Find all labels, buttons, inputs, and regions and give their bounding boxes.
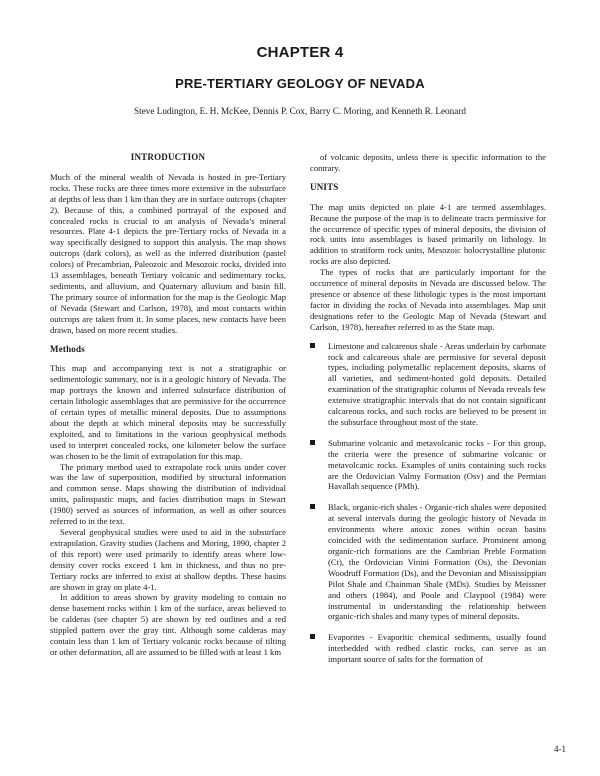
methods-paragraph-1: This map and accompanying text is not a stratigraphic or sedimentologic summary, nor is it a geologic history of Nevada. The map portrays the known and inferred subsurface distribution of certain lithologic assemblages that are permissive for the occurrence of certain types of metallic mineral deposits. Due to assumptions about the depth at which mineral deposits may be successfully exploited, and to limitations in the various geophysical methods used to interpret concealed rocks, one kilometer below the surface was chosen to be the limit of extrapolation for this map.	[50, 363, 286, 461]
methods-heading: Methods	[50, 343, 85, 354]
units-paragraph-1: The map units depicted on plate 4-1 are termed assemblages. Because the purpose of the map is to delineate tracts permissive for the occurrence of specific types of mineral deposits, the division of rock units into assemblages is based primarily on lithology. In addition to stratiform rock units, Mesozoic holocrystalline plutonic rocks are also depicted.	[310, 201, 546, 267]
bullet-item	[310, 341, 546, 428]
bullet-item	[310, 632, 546, 665]
chapter-label: CHAPTER 4	[256, 44, 344, 61]
authors-line: Steve Ludington, E. H. McKee, Dennis P. Cox, Barry C. Moring, and Kenneth R. Leonard	[134, 106, 466, 116]
methods-paragraph-3: Several geophysical studies were used to aid in the subsurface extrapolation. Gravity studies (Jachens and Moring, 1990, chapter 2 of this report) were used primarily to identify areas where low-density cover rocks exceed 1 km in thickness, and thus no pre-Tertiary rocks are inferred to exist at shallow depths. These basins are shown in gray on plate 4-1.	[50, 527, 286, 592]
bullet-text: Evaporites - Evaporitic chemical sediments, usually found interbedded with redbed clastic rocks, can serve as an important source of salts for the formation of	[328, 632, 546, 665]
units-heading: UNITS	[310, 181, 339, 192]
bullet-item	[310, 502, 546, 622]
square-bullet-icon	[310, 504, 315, 509]
chapter-title: PRE-TERTIARY GEOLOGY OF NEVADA	[175, 76, 425, 91]
bullet-text: Limestone and calcareous shale - Areas underlain by carbonate rock and calcareous shale are permissive for several deposit types, including polymetallic replacement deposits, skarns of all varieties, and sediment-hosted gold deposits. Detailed examination of the stratigraphic column of Nevada reveals few extensive stratigraphic intervals that do not contain significant calcareous rocks, and such rocks are believed to be present in the subsurface throughout most of the state.	[328, 340, 546, 427]
introduction-paragraph: Much of the mineral wealth of Nevada is hosted in pre-Tertiary rocks. These rocks are three times more extensive in the subsurface at depths of less than 1 km than they are in surface outcrops (chapter 2). Because of this, a combined portrayal of the exposed and concealed rocks is crucial to an analysis of Nevada’s mineral resources. Plate 4-1 depicts the pre-Tertiary rocks of Nevada in a way specifically designed to support this analysis. The map shows outcrops (dark colors), as well as the inferred distribution (pastel colors) of Precambrian, Paleozoic and Mesozoic rocks, divided into 13 assemblages, beneath Tertiary volcanic and sedimentary rocks, sediments, and alluvium, and Quaternary alluvium and basin fill. The primary source of information for the map is the Geologic Map of Nevada (Stewart and Carlson, 1978), and most contacts within outcrops are taken from it. In some places, new contacts have been drawn, based on more recent studies.	[50, 171, 287, 335]
square-bullet-icon	[310, 343, 315, 348]
right-column	[310, 152, 546, 675]
square-bullet-icon	[310, 634, 315, 639]
square-bullet-icon	[310, 440, 315, 445]
bullet-text: Submarine volcanic and metavolcanic rocks - For this group, the criteria were the presence of submarine volcanic or metavolcanic rocks. Examples of units containing such rocks are the Ordovician Valmy Formation (Osv) and the Permian Havallah sequence (PMh).	[328, 437, 546, 492]
page-number: 4-1	[554, 744, 566, 754]
methods-paragraph-4: In addition to areas shown by gravity modeling to contain no dense basement rocks within 1 km of the surface, areas believed to be calderas (see chapter 5) are shown by red outlines and a red stippled pattern over the gray tint. Although some calderas may contain less than 1 km of Tertiary volcanic rocks because of tilting or other deformation, all are assumed to be filled with at least 1 km	[50, 592, 286, 657]
left-column	[50, 152, 286, 658]
units-paragraph-2: The types of rocks that are particularly important for the occurrence of mineral deposits in Nevada are discussed below. The presence or absence of these lithologic types is the most important factor in dividing the rocks of Nevada into assemblages. Map unit designations refer to the Geologic Map of Nevada (Stewart and Carlson, 1978), hereafter referred to as the State map.	[310, 267, 546, 332]
continuation-paragraph: of volcanic deposits, unless there is specific information to the contrary.	[310, 152, 546, 173]
methods-paragraph-2: The primary method used to extrapolate rock units under cover was the law of superposition, modified by structural information and common sense. Maps showing the distribution of individual units, palinspastic maps, and facies distribution maps in Stewart (1980) served as sources of information, as well as other sources referred to in the text.	[50, 461, 286, 527]
lithology-bullet-list	[310, 341, 546, 665]
bullet-text: Black, organic-rich shales - Organic-rich shales were deposited at several intervals during the geologic history of Nevada in environments where anoxic zones within ocean basins coincided with the sedimentation surface. Prominent among organic-rich formations are the Cambrian Preble Formation (Ct), the Ordovician Vinini Formation (Os), the Devonian Woodruff Formation (Ds), and the Devonian and Mississippian Pilot Shale and Chainman Shale (MDs). Studies by Meissner and others (1984), and Poole and Claypool (1984) were instrumental in understanding the relationship between organic-rich shales and many types of mineral deposits.	[328, 502, 546, 622]
bullet-item	[310, 438, 546, 493]
introduction-heading: INTRODUCTION	[130, 152, 206, 162]
